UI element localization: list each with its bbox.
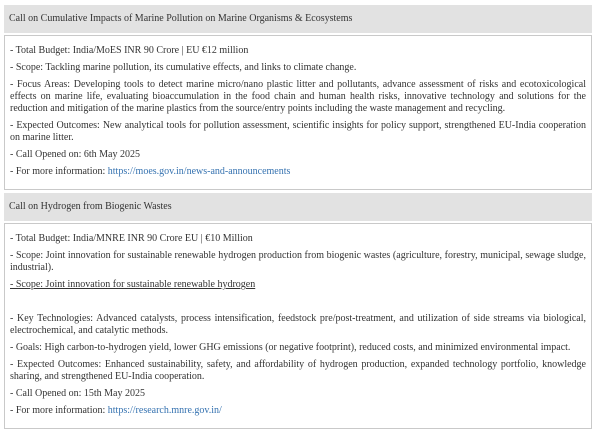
section-title: Call on Cumulative Impacts of Marine Pollution on Marine Organisms & Ecosystems [9, 13, 353, 24]
document [4, 5, 592, 429]
scope-line: - Scope: Tackling marine pollution, its cumulative effects, and links to climate change. [10, 62, 357, 73]
section-header-hydrogen-biogenic-wastes [4, 193, 592, 221]
section-title: Call on Hydrogen from Biogenic Wastes [9, 201, 172, 212]
section-header-marine-pollution [4, 5, 592, 33]
scope-underlined-line: - Scope: Joint innovation for sustainable renewable hydrogen [10, 279, 256, 290]
more-info-line [10, 166, 586, 178]
section-body-hydrogen-biogenic-wastes [4, 223, 592, 429]
expected-outcomes-line: - Expected Outcomes: Enhanced sustainability, safety, and affordability of hydrogen production, expanded technology portfolio, knowledge sharing, and strengthened EU-India cooperation. [10, 359, 586, 382]
more-info-label: - For more information: [10, 166, 108, 177]
more-info-label: - For more information: [10, 405, 108, 416]
focus-areas-line: - Focus Areas: Developing tools to detect marine micro/nano plastic litter and pollutants, advance assessment of risks and ecotoxicological effects on marine life, evaluating bioaccumulation in the food chain and human health risks, innovative technology and solutions for the reduction and mitigation of the marine plastics from the source/entry points including the waste management and recycling. [10, 79, 586, 114]
total-budget-line: - Total Budget: India/MoES INR 90 Crore | EU €12 million [10, 45, 249, 56]
expected-outcomes-line: - Expected Outcomes: New analytical tools for pollution assessment, scientific insights for policy support, strengthened EU-India cooperation on marine litter. [10, 120, 586, 143]
section-body-marine-pollution [4, 35, 592, 190]
mnre-research-link[interactable]: https://research.mnre.gov.in/ [107, 405, 222, 416]
blank-line [10, 296, 586, 308]
scope-line: - Scope: Joint innovation for sustainable renewable hydrogen production from biogenic wastes (agriculture, forestry, municipal, sewage sludge, industrial). [10, 250, 586, 273]
key-technologies-line: - Key Technologies: Advanced catalysts, process intensification, feedstock pre/post-treatment, and utilization of side streams via biological, electrochemical, and catalytic methods. [10, 313, 586, 336]
moes-announcements-link[interactable]: https://moes.gov.in/news-and-announcements [107, 166, 291, 177]
call-opened-line: - Call Opened on: 6th May 2025 [10, 149, 140, 160]
call-opened-line: - Call Opened on: 15th May 2025 [10, 388, 145, 399]
more-info-line [10, 405, 586, 417]
total-budget-line: - Total Budget: India/MNRE INR 90 Crore EU | €10 Million [10, 233, 253, 244]
goals-line: - Goals: High carbon-to-hydrogen yield, lower GHG emissions (or negative footprint), reduced costs, and minimized environmental impact. [10, 342, 571, 353]
